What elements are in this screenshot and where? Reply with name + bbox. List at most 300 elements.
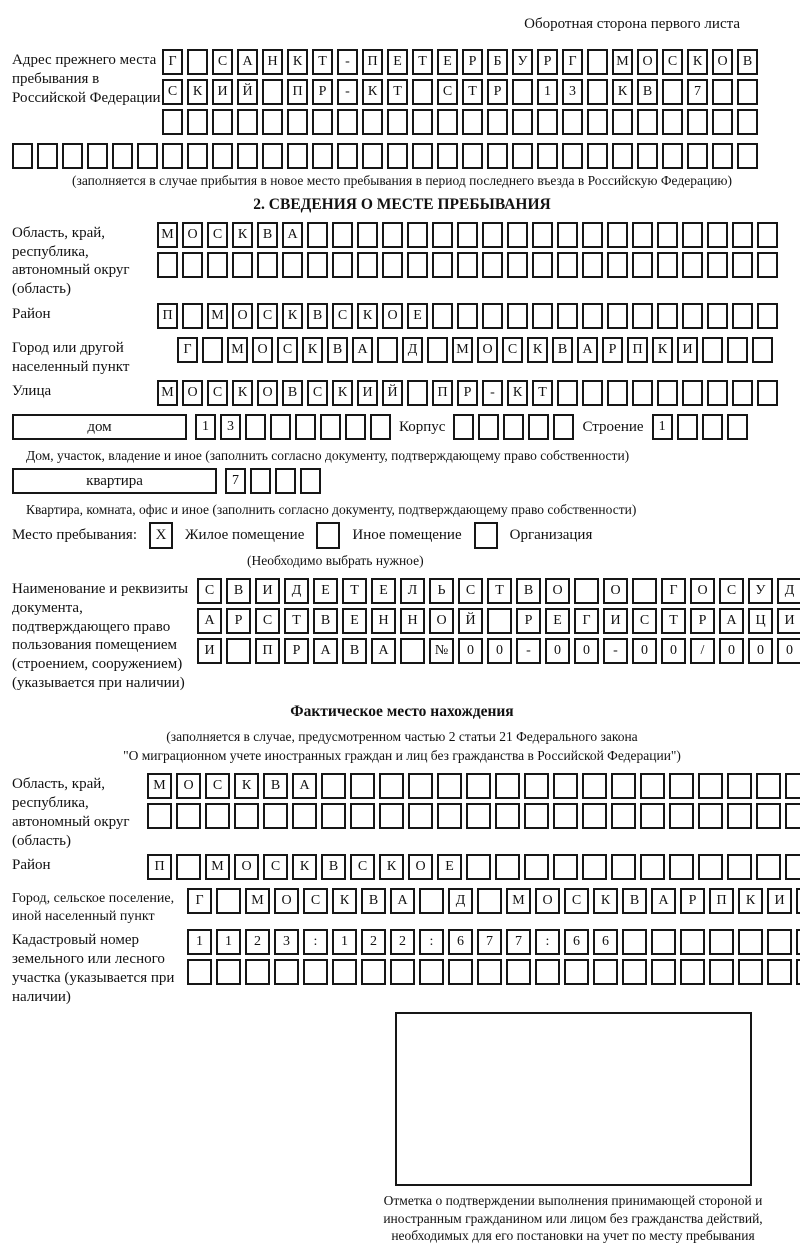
char-cell[interactable]: А bbox=[282, 222, 303, 248]
char-cell[interactable] bbox=[482, 222, 503, 248]
char-cell[interactable] bbox=[727, 414, 748, 440]
char-cell[interactable]: - bbox=[516, 638, 541, 664]
char-cell[interactable] bbox=[337, 143, 358, 169]
char-cell[interactable] bbox=[637, 143, 658, 169]
char-cell[interactable] bbox=[182, 303, 203, 329]
char-cell[interactable] bbox=[237, 143, 258, 169]
char-cell[interactable]: И bbox=[357, 380, 378, 406]
char-cell[interactable]: К bbox=[187, 79, 208, 105]
char-cell[interactable] bbox=[593, 959, 618, 985]
char-cell[interactable]: В bbox=[327, 337, 348, 363]
char-cell[interactable] bbox=[321, 773, 346, 799]
char-cell[interactable]: О bbox=[477, 337, 498, 363]
char-cell[interactable] bbox=[707, 303, 728, 329]
char-cell[interactable] bbox=[187, 143, 208, 169]
char-cell[interactable] bbox=[312, 143, 333, 169]
char-cell[interactable]: С bbox=[257, 303, 278, 329]
char-cell[interactable] bbox=[557, 303, 578, 329]
char-cell[interactable] bbox=[407, 380, 428, 406]
char-cell[interactable] bbox=[702, 414, 723, 440]
char-cell[interactable] bbox=[512, 109, 533, 135]
char-cell[interactable] bbox=[357, 252, 378, 278]
char-cell[interactable] bbox=[287, 143, 308, 169]
char-cell[interactable] bbox=[37, 143, 58, 169]
char-cell[interactable]: К bbox=[234, 773, 259, 799]
char-cell[interactable] bbox=[237, 109, 258, 135]
char-cell[interactable] bbox=[487, 109, 508, 135]
char-cell[interactable] bbox=[419, 888, 444, 914]
char-cell[interactable] bbox=[212, 109, 233, 135]
char-cell[interactable]: Т bbox=[342, 578, 367, 604]
char-cell[interactable]: М bbox=[147, 773, 172, 799]
char-cell[interactable] bbox=[12, 143, 33, 169]
char-cell[interactable]: 1 bbox=[332, 929, 357, 955]
char-cell[interactable] bbox=[657, 222, 678, 248]
checkbox-residential[interactable]: X bbox=[149, 522, 173, 549]
char-cell[interactable]: Т bbox=[312, 49, 333, 75]
char-cell[interactable] bbox=[466, 773, 491, 799]
char-cell[interactable] bbox=[532, 303, 553, 329]
char-cell[interactable]: Д bbox=[448, 888, 473, 914]
char-cell[interactable] bbox=[187, 109, 208, 135]
char-cell[interactable] bbox=[669, 773, 694, 799]
char-cell[interactable]: 6 bbox=[593, 929, 618, 955]
char-cell[interactable]: К bbox=[292, 854, 317, 880]
char-cell[interactable] bbox=[785, 773, 800, 799]
char-cell[interactable] bbox=[582, 252, 603, 278]
char-cell[interactable]: 0 bbox=[777, 638, 800, 664]
char-cell[interactable] bbox=[350, 773, 375, 799]
char-cell[interactable] bbox=[407, 222, 428, 248]
char-cell[interactable]: Р bbox=[462, 49, 483, 75]
char-cell[interactable] bbox=[207, 252, 228, 278]
char-cell[interactable] bbox=[370, 414, 391, 440]
char-cell[interactable]: К bbox=[357, 303, 378, 329]
char-cell[interactable] bbox=[574, 578, 599, 604]
char-cell[interactable]: Р bbox=[487, 79, 508, 105]
char-cell[interactable] bbox=[176, 803, 201, 829]
char-cell[interactable]: В bbox=[321, 854, 346, 880]
char-cell[interactable]: 0 bbox=[632, 638, 657, 664]
char-cell[interactable]: О bbox=[232, 303, 253, 329]
char-cell[interactable] bbox=[737, 109, 758, 135]
char-cell[interactable] bbox=[687, 109, 708, 135]
char-cell[interactable] bbox=[427, 337, 448, 363]
char-cell[interactable]: Б bbox=[487, 49, 508, 75]
char-cell[interactable]: А bbox=[390, 888, 415, 914]
char-cell[interactable] bbox=[537, 109, 558, 135]
char-cell[interactable] bbox=[412, 79, 433, 105]
char-cell[interactable] bbox=[262, 79, 283, 105]
checkbox-organization[interactable] bbox=[474, 522, 498, 549]
char-cell[interactable]: Т bbox=[387, 79, 408, 105]
char-cell[interactable]: К bbox=[507, 380, 528, 406]
char-cell[interactable] bbox=[507, 303, 528, 329]
char-cell[interactable] bbox=[282, 252, 303, 278]
char-cell[interactable] bbox=[607, 380, 628, 406]
char-cell[interactable] bbox=[557, 252, 578, 278]
char-cell[interactable] bbox=[162, 109, 183, 135]
char-cell[interactable] bbox=[680, 929, 705, 955]
char-cell[interactable] bbox=[682, 222, 703, 248]
char-cell[interactable] bbox=[669, 854, 694, 880]
char-cell[interactable] bbox=[767, 929, 792, 955]
char-cell[interactable] bbox=[611, 773, 636, 799]
char-cell[interactable]: О bbox=[182, 380, 203, 406]
char-cell[interactable] bbox=[727, 803, 752, 829]
char-cell[interactable]: И bbox=[255, 578, 280, 604]
char-cell[interactable]: К bbox=[687, 49, 708, 75]
char-cell[interactable] bbox=[553, 773, 578, 799]
char-cell[interactable] bbox=[587, 143, 608, 169]
char-cell[interactable]: В bbox=[313, 608, 338, 634]
char-cell[interactable] bbox=[632, 252, 653, 278]
char-cell[interactable]: П bbox=[157, 303, 178, 329]
char-cell[interactable] bbox=[732, 222, 753, 248]
char-cell[interactable] bbox=[757, 222, 778, 248]
char-cell[interactable] bbox=[757, 303, 778, 329]
char-cell[interactable] bbox=[528, 414, 549, 440]
char-cell[interactable] bbox=[524, 854, 549, 880]
char-cell[interactable] bbox=[157, 252, 178, 278]
char-cell[interactable] bbox=[687, 143, 708, 169]
char-cell[interactable] bbox=[187, 959, 212, 985]
char-cell[interactable]: К bbox=[332, 380, 353, 406]
char-cell[interactable]: В bbox=[516, 578, 541, 604]
char-cell[interactable]: О bbox=[274, 888, 299, 914]
char-cell[interactable] bbox=[503, 414, 524, 440]
char-cell[interactable]: О bbox=[257, 380, 278, 406]
char-cell[interactable] bbox=[662, 79, 683, 105]
char-cell[interactable] bbox=[432, 222, 453, 248]
char-cell[interactable]: 1 bbox=[216, 929, 241, 955]
char-cell[interactable] bbox=[562, 109, 583, 135]
char-cell[interactable]: В bbox=[263, 773, 288, 799]
char-cell[interactable] bbox=[382, 222, 403, 248]
char-cell[interactable] bbox=[637, 109, 658, 135]
char-cell[interactable] bbox=[727, 854, 752, 880]
char-cell[interactable]: Т bbox=[462, 79, 483, 105]
char-cell[interactable] bbox=[448, 959, 473, 985]
char-cell[interactable] bbox=[477, 959, 502, 985]
char-cell[interactable] bbox=[737, 79, 758, 105]
char-cell[interactable] bbox=[400, 638, 425, 664]
char-cell[interactable]: С bbox=[197, 578, 222, 604]
char-cell[interactable] bbox=[332, 959, 357, 985]
char-cell[interactable]: М bbox=[245, 888, 270, 914]
char-cell[interactable] bbox=[408, 773, 433, 799]
char-cell[interactable]: В bbox=[361, 888, 386, 914]
char-cell[interactable]: О bbox=[382, 303, 403, 329]
char-cell[interactable] bbox=[407, 252, 428, 278]
char-cell[interactable]: Т bbox=[532, 380, 553, 406]
char-cell[interactable] bbox=[796, 888, 800, 914]
char-cell[interactable]: К bbox=[232, 380, 253, 406]
char-cell[interactable] bbox=[553, 414, 574, 440]
char-cell[interactable] bbox=[611, 803, 636, 829]
char-cell[interactable]: К bbox=[379, 854, 404, 880]
char-cell[interactable]: 3 bbox=[274, 929, 299, 955]
char-cell[interactable]: А bbox=[577, 337, 598, 363]
char-cell[interactable]: 6 bbox=[448, 929, 473, 955]
char-cell[interactable]: И bbox=[197, 638, 222, 664]
char-cell[interactable]: С bbox=[662, 49, 683, 75]
char-cell[interactable] bbox=[432, 303, 453, 329]
char-cell[interactable]: 0 bbox=[458, 638, 483, 664]
char-cell[interactable] bbox=[466, 803, 491, 829]
char-cell[interactable] bbox=[607, 222, 628, 248]
char-cell[interactable]: С bbox=[632, 608, 657, 634]
char-cell[interactable]: М bbox=[157, 222, 178, 248]
char-cell[interactable] bbox=[640, 773, 665, 799]
char-cell[interactable] bbox=[582, 380, 603, 406]
char-cell[interactable] bbox=[712, 79, 733, 105]
char-cell[interactable]: И bbox=[677, 337, 698, 363]
char-cell[interactable] bbox=[202, 337, 223, 363]
char-cell[interactable]: П bbox=[432, 380, 453, 406]
char-cell[interactable] bbox=[512, 143, 533, 169]
char-cell[interactable] bbox=[62, 143, 83, 169]
char-cell[interactable]: М bbox=[207, 303, 228, 329]
char-cell[interactable] bbox=[732, 380, 753, 406]
house-box[interactable]: дом bbox=[12, 414, 187, 440]
char-cell[interactable] bbox=[737, 143, 758, 169]
char-cell[interactable]: О bbox=[535, 888, 560, 914]
char-cell[interactable] bbox=[162, 143, 183, 169]
char-cell[interactable]: М bbox=[205, 854, 230, 880]
char-cell[interactable]: Е bbox=[437, 854, 462, 880]
char-cell[interactable] bbox=[462, 109, 483, 135]
char-cell[interactable] bbox=[300, 468, 321, 494]
char-cell[interactable] bbox=[756, 854, 781, 880]
char-cell[interactable] bbox=[640, 854, 665, 880]
char-cell[interactable]: С bbox=[458, 578, 483, 604]
char-cell[interactable]: С bbox=[564, 888, 589, 914]
char-cell[interactable]: 2 bbox=[390, 929, 415, 955]
char-cell[interactable] bbox=[707, 222, 728, 248]
char-cell[interactable]: У bbox=[748, 578, 773, 604]
char-cell[interactable]: - bbox=[482, 380, 503, 406]
char-cell[interactable] bbox=[332, 222, 353, 248]
char-cell[interactable]: Р bbox=[312, 79, 333, 105]
char-cell[interactable]: К bbox=[282, 303, 303, 329]
char-cell[interactable]: О bbox=[408, 854, 433, 880]
char-cell[interactable]: Н bbox=[371, 608, 396, 634]
char-cell[interactable]: С bbox=[212, 49, 233, 75]
char-cell[interactable] bbox=[752, 337, 773, 363]
char-cell[interactable] bbox=[727, 337, 748, 363]
char-cell[interactable] bbox=[419, 959, 444, 985]
char-cell[interactable] bbox=[477, 888, 502, 914]
char-cell[interactable] bbox=[651, 929, 676, 955]
char-cell[interactable]: П bbox=[362, 49, 383, 75]
char-cell[interactable]: Р bbox=[680, 888, 705, 914]
char-cell[interactable] bbox=[709, 959, 734, 985]
char-cell[interactable] bbox=[587, 79, 608, 105]
char-cell[interactable] bbox=[757, 380, 778, 406]
char-cell[interactable] bbox=[147, 803, 172, 829]
char-cell[interactable]: В bbox=[552, 337, 573, 363]
char-cell[interactable] bbox=[632, 303, 653, 329]
char-cell[interactable]: Д bbox=[402, 337, 423, 363]
char-cell[interactable] bbox=[437, 109, 458, 135]
char-cell[interactable] bbox=[320, 414, 341, 440]
char-cell[interactable]: С bbox=[437, 79, 458, 105]
char-cell[interactable]: 3 bbox=[220, 414, 241, 440]
char-cell[interactable] bbox=[482, 303, 503, 329]
char-cell[interactable] bbox=[377, 337, 398, 363]
char-cell[interactable]: 0 bbox=[661, 638, 686, 664]
char-cell[interactable] bbox=[245, 414, 266, 440]
char-cell[interactable] bbox=[379, 773, 404, 799]
char-cell[interactable] bbox=[662, 143, 683, 169]
char-cell[interactable] bbox=[412, 143, 433, 169]
char-cell[interactable] bbox=[632, 578, 657, 604]
char-cell[interactable]: Г bbox=[574, 608, 599, 634]
char-cell[interactable] bbox=[321, 803, 346, 829]
char-cell[interactable]: Г bbox=[661, 578, 686, 604]
char-cell[interactable] bbox=[640, 803, 665, 829]
char-cell[interactable]: М bbox=[227, 337, 248, 363]
char-cell[interactable] bbox=[232, 252, 253, 278]
char-cell[interactable]: 0 bbox=[748, 638, 773, 664]
char-cell[interactable] bbox=[785, 803, 800, 829]
char-cell[interactable]: С bbox=[719, 578, 744, 604]
char-cell[interactable]: М bbox=[612, 49, 633, 75]
char-cell[interactable]: С bbox=[207, 222, 228, 248]
char-cell[interactable] bbox=[234, 803, 259, 829]
char-cell[interactable] bbox=[432, 252, 453, 278]
char-cell[interactable] bbox=[390, 959, 415, 985]
char-cell[interactable] bbox=[507, 252, 528, 278]
char-cell[interactable] bbox=[205, 803, 230, 829]
char-cell[interactable]: И bbox=[777, 608, 800, 634]
char-cell[interactable]: № bbox=[429, 638, 454, 664]
char-cell[interactable]: С bbox=[162, 79, 183, 105]
char-cell[interactable]: / bbox=[690, 638, 715, 664]
char-cell[interactable] bbox=[732, 303, 753, 329]
char-cell[interactable]: 2 bbox=[245, 929, 270, 955]
char-cell[interactable] bbox=[553, 854, 578, 880]
char-cell[interactable]: У bbox=[512, 49, 533, 75]
char-cell[interactable]: - bbox=[337, 49, 358, 75]
char-cell[interactable] bbox=[524, 803, 549, 829]
char-cell[interactable] bbox=[698, 773, 723, 799]
char-cell[interactable] bbox=[512, 79, 533, 105]
char-cell[interactable] bbox=[557, 222, 578, 248]
char-cell[interactable] bbox=[495, 773, 520, 799]
char-cell[interactable] bbox=[362, 109, 383, 135]
char-cell[interactable]: К bbox=[332, 888, 357, 914]
char-cell[interactable] bbox=[303, 959, 328, 985]
char-cell[interactable] bbox=[292, 803, 317, 829]
char-cell[interactable] bbox=[698, 854, 723, 880]
char-cell[interactable] bbox=[361, 959, 386, 985]
char-cell[interactable]: П bbox=[147, 854, 172, 880]
char-cell[interactable]: Г bbox=[177, 337, 198, 363]
char-cell[interactable] bbox=[379, 803, 404, 829]
char-cell[interactable]: А bbox=[197, 608, 222, 634]
char-cell[interactable] bbox=[651, 959, 676, 985]
char-cell[interactable] bbox=[622, 959, 647, 985]
char-cell[interactable]: Й bbox=[458, 608, 483, 634]
char-cell[interactable] bbox=[482, 252, 503, 278]
char-cell[interactable] bbox=[437, 803, 462, 829]
char-cell[interactable]: А bbox=[313, 638, 338, 664]
char-cell[interactable] bbox=[680, 959, 705, 985]
char-cell[interactable] bbox=[263, 803, 288, 829]
char-cell[interactable] bbox=[412, 109, 433, 135]
char-cell[interactable]: Т bbox=[284, 608, 309, 634]
char-cell[interactable] bbox=[607, 252, 628, 278]
char-cell[interactable]: Н bbox=[400, 608, 425, 634]
char-cell[interactable]: Р bbox=[602, 337, 623, 363]
char-cell[interactable]: 7 bbox=[225, 468, 246, 494]
char-cell[interactable]: 0 bbox=[545, 638, 570, 664]
char-cell[interactable]: Д bbox=[284, 578, 309, 604]
char-cell[interactable] bbox=[607, 303, 628, 329]
char-cell[interactable]: О bbox=[712, 49, 733, 75]
char-cell[interactable]: Е bbox=[371, 578, 396, 604]
char-cell[interactable]: Й bbox=[382, 380, 403, 406]
char-cell[interactable]: Р bbox=[516, 608, 541, 634]
char-cell[interactable] bbox=[767, 959, 792, 985]
char-cell[interactable]: К bbox=[738, 888, 763, 914]
apartment-box[interactable]: квартира bbox=[12, 468, 217, 494]
char-cell[interactable] bbox=[535, 959, 560, 985]
char-cell[interactable]: Т bbox=[487, 578, 512, 604]
char-cell[interactable]: 0 bbox=[487, 638, 512, 664]
char-cell[interactable]: Р bbox=[226, 608, 251, 634]
char-cell[interactable] bbox=[657, 303, 678, 329]
char-cell[interactable]: - bbox=[337, 79, 358, 105]
char-cell[interactable] bbox=[250, 468, 271, 494]
char-cell[interactable]: С bbox=[332, 303, 353, 329]
char-cell[interactable] bbox=[564, 959, 589, 985]
char-cell[interactable] bbox=[557, 380, 578, 406]
char-cell[interactable] bbox=[738, 959, 763, 985]
char-cell[interactable]: Е bbox=[313, 578, 338, 604]
char-cell[interactable] bbox=[495, 803, 520, 829]
char-cell[interactable] bbox=[457, 303, 478, 329]
char-cell[interactable] bbox=[462, 143, 483, 169]
char-cell[interactable]: К bbox=[612, 79, 633, 105]
char-cell[interactable]: П bbox=[627, 337, 648, 363]
char-cell[interactable] bbox=[677, 414, 698, 440]
char-cell[interactable]: М bbox=[157, 380, 178, 406]
char-cell[interactable] bbox=[632, 380, 653, 406]
char-cell[interactable]: Т bbox=[412, 49, 433, 75]
char-cell[interactable] bbox=[612, 109, 633, 135]
char-cell[interactable]: В bbox=[226, 578, 251, 604]
char-cell[interactable] bbox=[245, 959, 270, 985]
char-cell[interactable]: В bbox=[257, 222, 278, 248]
char-cell[interactable]: И bbox=[212, 79, 233, 105]
char-cell[interactable] bbox=[332, 252, 353, 278]
char-cell[interactable]: О bbox=[690, 578, 715, 604]
char-cell[interactable]: С bbox=[350, 854, 375, 880]
char-cell[interactable]: 2 bbox=[361, 929, 386, 955]
char-cell[interactable]: М bbox=[506, 888, 531, 914]
char-cell[interactable]: С bbox=[207, 380, 228, 406]
char-cell[interactable] bbox=[307, 222, 328, 248]
char-cell[interactable] bbox=[756, 773, 781, 799]
char-cell[interactable] bbox=[387, 109, 408, 135]
char-cell[interactable] bbox=[274, 959, 299, 985]
char-cell[interactable] bbox=[709, 929, 734, 955]
char-cell[interactable] bbox=[257, 252, 278, 278]
char-cell[interactable] bbox=[712, 143, 733, 169]
